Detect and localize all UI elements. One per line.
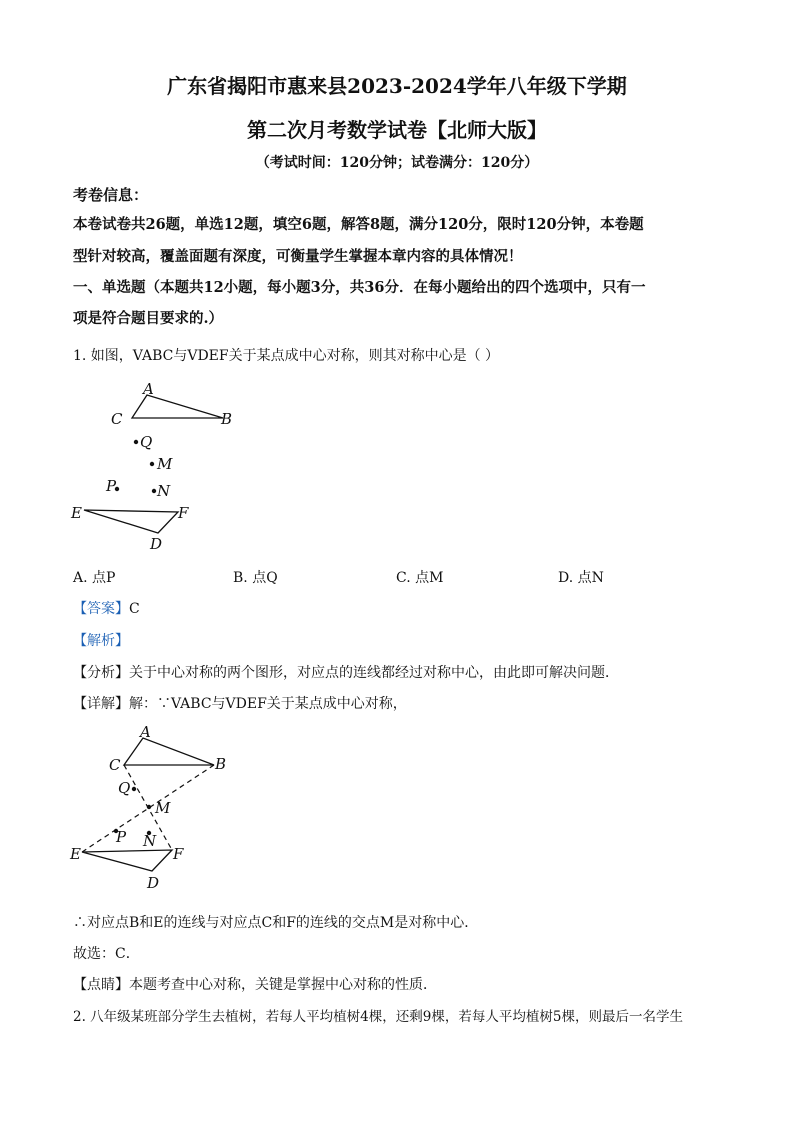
label-n-solution: N [143,832,157,850]
label-b: B [221,410,233,428]
label-m: M [157,455,173,473]
label-p-solution: P [116,828,127,846]
xiangjie-row [73,693,407,713]
label-f: F [178,504,189,522]
triangle-def [84,510,178,533]
info-line-2: 型针对较高，覆盖面题有深度，可衡量学生掌握本章内容的具体情况！ [73,248,523,265]
label-a-solution: A [140,723,151,741]
dianjing-row [73,974,437,994]
option-c: C. 点M [396,570,444,586]
label-a: A [143,380,154,398]
point-m-dot [150,462,154,466]
option-a: A. 点P [73,570,116,586]
label-e-solution: E [70,845,81,863]
analysis-row [73,630,129,650]
conclusion-text: ∴对应点B和E的连线与对应点C和F的连线的交点M是对称中心． [73,915,479,931]
xiangjie-tag: 【详解】 [73,696,129,712]
label-d: D [150,535,163,553]
label-e: E [71,504,82,522]
label-b-solution: B [215,755,227,773]
label-c: C [111,410,123,428]
label-c-solution: C [109,756,121,774]
answer-row [73,598,140,618]
title-line-1: 广东省揭阳市惠来县2023-2024学年八年级下学期 [167,74,627,98]
point-m-dot-solution [147,805,151,809]
label-m-solution: M [155,799,171,817]
dianjing-tag: 【点睛】 [73,977,129,993]
xiangjie-text: 解：∵VABC与VDEF关于某点成中心对称， [129,696,407,712]
fenxi-text: 关于中心对称的两个图形，对应点的连线都经过对称中心，由此即可解决问题． [129,665,619,681]
label-q: Q [140,433,153,451]
choice-text: 故选：C． [73,946,140,962]
answer-tag: 【答案】 [73,601,129,617]
label-q-solution: Q [118,779,131,797]
triangle-abc [132,395,223,418]
fenxi-row [73,662,619,682]
triangle-abc-solution [124,738,214,765]
label-f-solution: F [173,845,184,863]
option-d: D. 点N [558,570,604,586]
label-p: P [106,477,117,495]
point-q-dot [134,440,138,444]
point-n-dot [152,489,156,493]
section-heading-line-1: 一、单选题（本题共12小题，每小题3分，共36分．在每小题给出的四个选项中，只有一 [73,279,646,296]
point-q-dot-solution [132,787,136,791]
section-heading-line-2: 项是符合题目要求的.） [73,310,224,327]
analysis-tag: 【解析】 [73,633,129,649]
question-1-stem: 1. 如图，VABC与VDEF关于某点成中心对称，则其对称中心是（ ） [73,348,500,364]
dianjing-text: 本题考查中心对称，关键是掌握中心对称的性质． [129,977,437,993]
title-line-2: 第二次月考数学试卷【北师大版】 [247,118,547,142]
exam-info: （考试时间：120分钟；试卷满分：120分） [255,155,539,171]
info-label: 考卷信息： [73,186,149,204]
fenxi-tag: 【分析】 [73,665,129,681]
triangle-def-solution [82,850,172,871]
solution-figure [60,722,260,894]
question-1-figure [60,375,260,555]
answer-value: C [129,601,140,617]
label-n: N [157,482,171,500]
option-b: B. 点Q [233,570,278,586]
label-d-solution: D [147,874,160,892]
info-line-1: 本卷试卷共26题，单选12题，填空6题，解答8题，满分120分，限时120分钟，本卷题 [73,216,644,233]
question-2-stem: 2. 八年级某班部分学生去植树，若每人平均植树4棵，还剩9棵，若每人平均植树5棵，则最后一名学生 [73,1009,683,1025]
